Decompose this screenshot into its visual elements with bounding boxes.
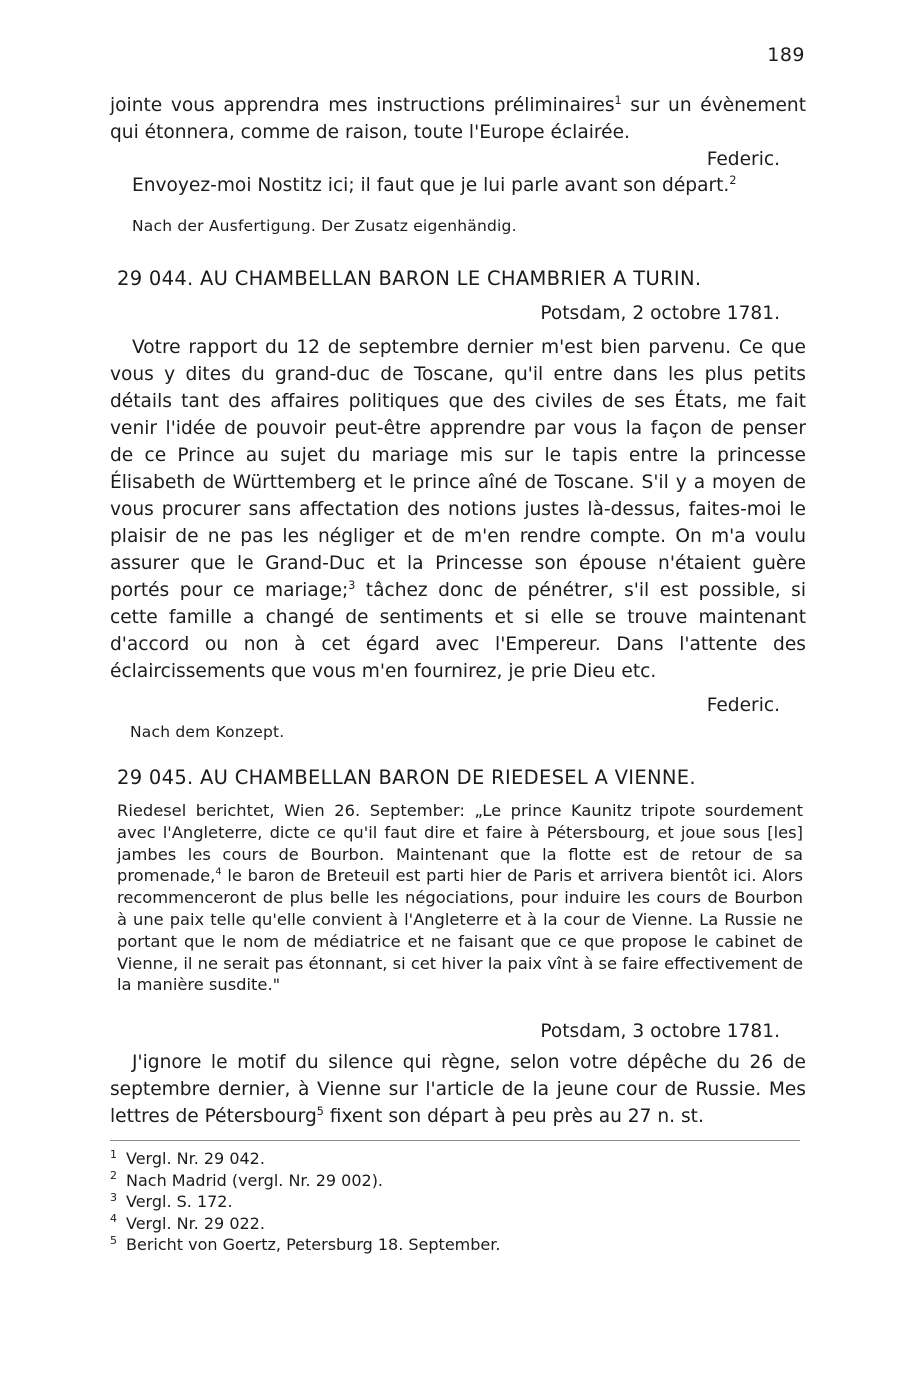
footnote-text: Bericht von Goertz, Petersburg 18. September. xyxy=(126,1235,501,1254)
footnote-text: Vergl. S. 172. xyxy=(126,1192,233,1211)
opening-text-part2: sur un évènement qui étonnera, comme de raison, toute l'Europe éclairée. xyxy=(110,95,806,143)
letter-body xyxy=(110,334,806,685)
report-summary-part1: Riedesel berichtet, Wien 26. September: „Le prince Kaunitz tripote sourdement avec l'Angleterre, dicte ce qu'il faut dire et faire à Pétersbourg, et joue sous [les] jambes les cours de Bourbon. Maintenant que la flotte est de retour de sa promenade, xyxy=(117,801,803,886)
footnote-text: Vergl. Nr. 29 042. xyxy=(126,1149,265,1168)
page-number: 189 xyxy=(767,44,805,66)
opening-text-part1: jointe vous apprendra mes instructions préliminaires xyxy=(110,95,615,116)
footnote: 3 Vergl. S. 172. xyxy=(110,1190,233,1211)
footnote-text: Vergl. Nr. 29 022. xyxy=(126,1213,265,1233)
footnote-text: Nach Madrid (vergl. Nr. 29 002). xyxy=(126,1170,384,1190)
footnote-divider xyxy=(110,1140,800,1141)
report-summary-part2: le baron de Breteuil est parti hier de Paris et arrivera bientôt ici. Alors recommenceront de plus belle les négociations, pour induire les cours de Bourbon à une paix telle qu'elle convient à l'Angleterre et à la cour de Vienne. La Russie ne portant que le nom de médiatrice et ne faisant que ce que propose le cabinet de Vienne, il ne serait pas étonnant, si cet hiver la paix vînt à se faire effectivement de la manière susdite." xyxy=(117,866,803,995)
footnote: 2 Nach Madrid (vergl. Nr. 29 002). xyxy=(110,1169,384,1190)
source-note: Nach dem Konzept. xyxy=(130,723,285,741)
footnote: 1 Vergl. Nr. 29 042. xyxy=(110,1147,265,1168)
postscript-text: Envoyez-moi Nostitz ici; il faut que je lui parle avant son départ. xyxy=(132,175,730,196)
dateline: Potsdam, 3 octobre 1781. xyxy=(540,1021,780,1042)
report-summary xyxy=(117,800,803,996)
footnote-ref-2: 2 xyxy=(729,173,737,187)
letter-body-part1: J'ignore le motif du silence qui règne, selon votre dépêche du 26 de septembre dernier, à Vienne sur l'article de la jeune cour de Russie. Mes lettres de Pétersbourg xyxy=(110,1052,806,1127)
letter-body-part2: tâchez donc de pénétrer, s'il est possible, si cette famille a changé de sentiments et si elle se trouve maintenant d'accord ou non à cet égard avec l'Empereur. Dans l'attente des éclaircissements que vous m'en fournirez, je prie Dieu etc. xyxy=(110,580,806,682)
opening-paragraph xyxy=(110,92,806,146)
footnotes xyxy=(110,1148,710,1256)
letter-body xyxy=(110,1049,806,1130)
footnote: 5 Bericht von Goertz, Petersburg 18. September. xyxy=(110,1233,501,1254)
letter-body-part1: Votre rapport du 12 de septembre dernier m'est bien parvenu. Ce que vous y dites du grand-duc de Toscane, qu'il entre dans les plus petits détails tant des affaires politiques que des civiles de ses États, me fait venir l'idée de pouvoir peut-être apprendre par vous la façon de penser de ce Prince au sujet du mariage mis sur le tapis entre la princesse Élisabeth de Württemberg et le prince aîné de Toscane. S'il y a moyen de vous procurer sans affectation des notions justes là-dessus, faites-moi le plaisir de ne pas les négliger et de m'en rendre compte. On m'a voulu assurer que le Grand-Duc et la Princesse son épouse n'étaient guère portés pour ce mariage; xyxy=(110,337,806,601)
letter-body-part2: fixent son départ à peu près au 27 n. st. xyxy=(323,1106,704,1127)
footnote-ref-4: 4 xyxy=(215,866,222,878)
dateline: Potsdam, 2 octobre 1781. xyxy=(540,303,780,324)
footnote: 4 Vergl. Nr. 29 022. xyxy=(110,1212,265,1233)
letter-heading: 29 045. AU CHAMBELLAN BARON DE RIEDESEL A VIENNE. xyxy=(117,766,696,789)
footnote-ref-3: 3 xyxy=(348,578,356,592)
signature: Federic. xyxy=(706,695,780,716)
postscript-paragraph xyxy=(110,172,806,199)
footnote-ref-1: 1 xyxy=(614,93,622,107)
signature: Federic. xyxy=(706,149,780,170)
footnote-ref-5: 5 xyxy=(316,1104,324,1118)
source-note: Nach der Ausfertigung. Der Zusatz eigenhändig. xyxy=(132,217,517,235)
letter-heading: 29 044. AU CHAMBELLAN BARON LE CHAMBRIER A TURIN. xyxy=(117,267,702,290)
